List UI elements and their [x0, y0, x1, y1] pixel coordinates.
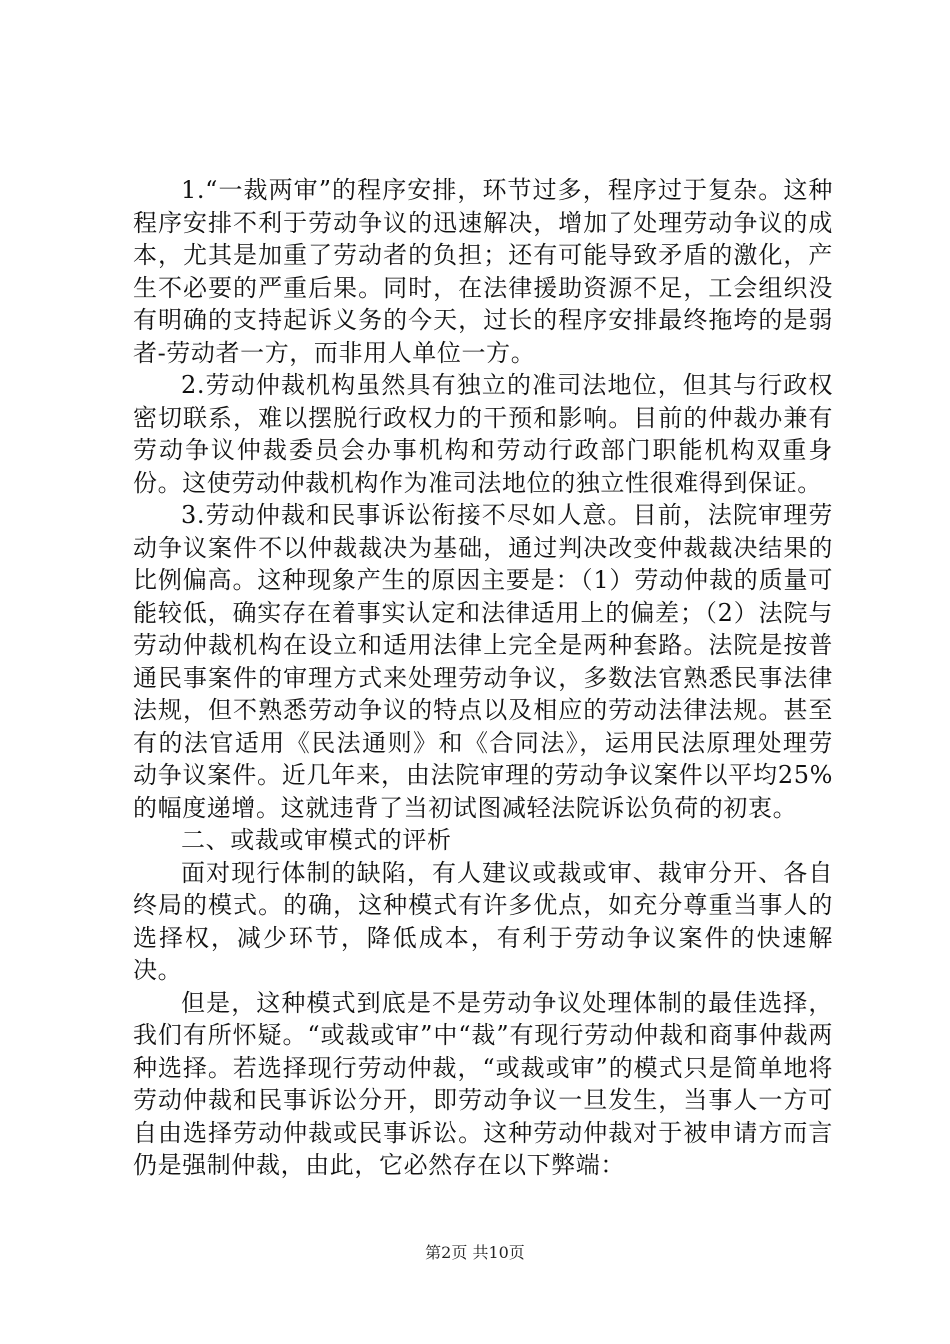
- paragraph-3: 3.劳动仲裁和民事诉讼衔接不尽如人意。目前，法院审理劳动争议案件不以仲裁裁决为基础，通过判决改变仲裁裁决结果的比例偏高。这种现象产生的原因主要是：（1）劳动仲裁的质量可能较低，确实存在着事实认定和法律适用上的偏差；（2）法院与劳动仲裁机构在设立和适用法律上完全是两种套路。法院是按普通民事案件的审理方式来处理劳动争议，多数法官熟悉民事法律法规，但不熟悉劳动争议的特点以及相应的劳动法律法规。甚至有的法官适用《民法通则》和《合同法》，运用民法原理处理劳动争议案件。近几年来，由法院审理的劳动争议案件以平均25%的幅度递增。这就违背了当初试图减轻法院诉讼负荷的初衷。: [133, 501, 833, 822]
- section-heading: 二、或裁或审模式的评析: [181, 826, 452, 854]
- paragraph-2: 2.劳动仲裁机构虽然具有独立的准司法地位，但其与行政权密切联系，难以摆脱行政权力的干预和影响。目前的仲裁办兼有劳动争议仲裁委员会办事机构和劳动行政部门职能机构双重身份。这使劳动仲裁机构作为准司法地位的独立性很难得到保证。: [133, 371, 833, 497]
- document-body: [133, 174, 833, 1182]
- paragraph-4: 面对现行体制的缺陷，有人建议或裁或审、裁审分开、各自终局的模式。的确，这种模式有许多优点，如充分尊重当事人的选择权，减少环节，降低成本，有利于劳动争议案件的快速解决。: [133, 858, 833, 984]
- page-footer: 第2页 共10页: [425, 1243, 525, 1262]
- paragraph-1: 1.“一裁两审”的程序安排，环节过多，程序过于复杂。这种程序安排不利于劳动争议的迅速解决，增加了处理劳动争议的成本，尤其是加重了劳动者的负担；还有可能导致矛盾的激化，产生不必要的严重后果。同时，在法律援助资源不足，工会组织没有明确的支持起诉义务的今天，过长的程序安排最终拖垮的是弱者-劳动者一方，而非用人单位一方。: [133, 176, 833, 367]
- paragraph-5: 但是，这种模式到底是不是劳动争议处理体制的最佳选择，我们有所怀疑。“或裁或审”中“裁”有现行劳动仲裁和商事仲裁两种选择。若选择现行劳动仲裁，“或裁或审”的模式只是简单地将劳动仲裁和民事诉讼分开，即劳动争议一旦发生，当事人一方可自由选择劳动仲裁或民事诉讼。这种劳动仲裁对于被申请方而言仍是强制仲裁，由此，它必然存在以下弊端：: [133, 988, 833, 1179]
